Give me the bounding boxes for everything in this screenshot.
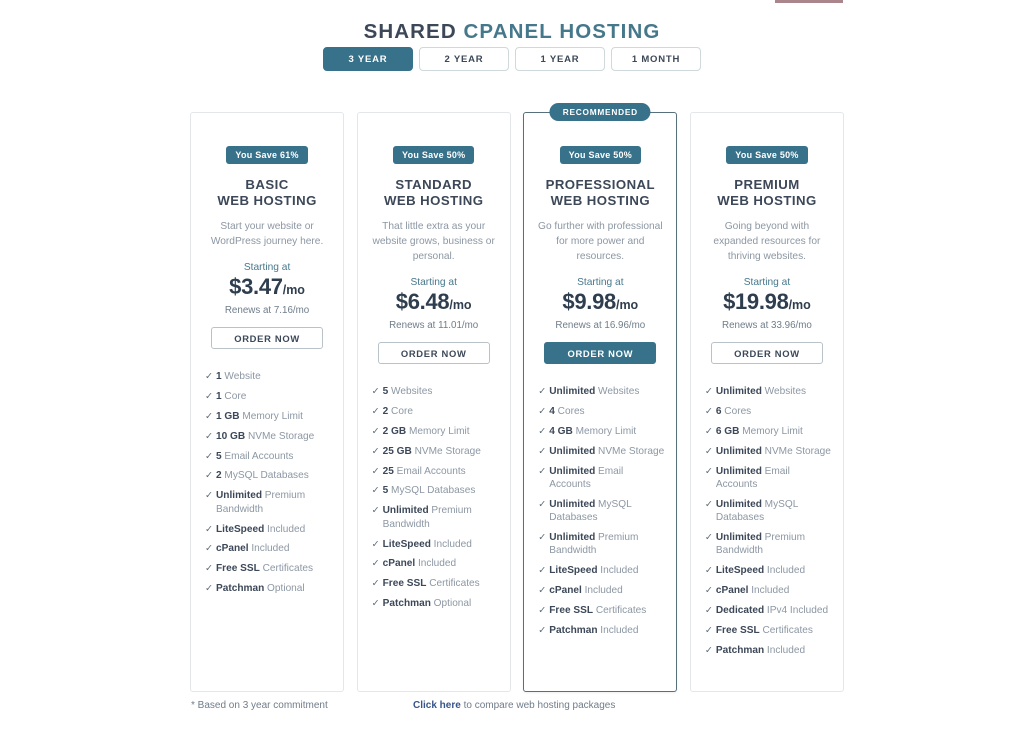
check-icon: ✓ [205,523,213,535]
pricing-card [190,112,344,692]
check-icon: ✓ [205,563,213,575]
term-option-3-year[interactable]: 3 YEAR [323,47,413,71]
feature-item [372,405,498,418]
check-icon: ✓ [538,425,547,437]
feature-item [538,564,664,577]
term-option-2-year[interactable]: 2 YEAR [419,47,509,71]
check-icon: ✓ [371,465,380,477]
feature-rest: MySQL Databases [221,470,309,482]
check-icon: ✓ [371,485,380,497]
check-icon: ✓ [704,604,713,616]
feature-item [372,577,498,590]
check-icon: ✓ [704,386,713,397]
feature-item [205,562,331,575]
check-icon: ✓ [704,531,713,543]
price-block [370,276,498,333]
check-icon: ✓ [371,598,380,610]
feature-item [705,498,831,525]
feature-strong: Dedicated [715,604,765,616]
feature-strong: LiteSpeed [715,565,765,577]
feature-rest: Premium Bandwidth [216,490,306,515]
check-icon: ✓ [205,490,213,502]
check-icon: ✓ [538,565,547,577]
feature-strong: 2 [382,405,389,417]
feature-rest: Included [748,585,790,597]
check-icon: ✓ [371,425,380,437]
check-icon: ✓ [205,470,213,482]
feature-strong: LiteSpeed [549,565,598,577]
footnote-compare-text: to compare web hosting packages [460,700,616,711]
feature-rest: Email Accounts [715,465,790,490]
feature-rest: Email Accounts [221,450,294,462]
order-now-button[interactable]: ORDER NOW [378,342,490,364]
plan-name-line2: WEB HOSTING [383,192,484,208]
feature-rest: Optional [264,583,305,595]
feature-item [705,425,831,438]
check-icon: ✓ [538,445,547,457]
feature-item [705,385,831,398]
check-icon: ✓ [704,644,713,656]
feature-item [705,604,831,617]
check-icon: ✓ [205,410,213,422]
feature-rest: Memory Limit [406,425,470,437]
feature-rest: Included [415,558,457,570]
feature-list [703,385,831,657]
feature-rest: Website [221,371,261,382]
plan-name-line2: WEB HOSTING [717,192,817,208]
feature-strong: 4 GB [549,425,573,437]
cut-off-top-element [775,0,843,3]
feature-rest: Certificates [259,563,314,575]
feature-item [205,489,331,516]
check-icon: ✓ [538,405,547,417]
check-icon: ✓ [538,531,547,543]
pricing-card [523,107,677,692]
check-icon: ✓ [704,425,713,437]
feature-item [705,531,831,558]
feature-rest: Included [430,538,472,550]
check-icon: ✓ [538,624,547,636]
check-icon: ✓ [371,386,380,397]
plan-description: Start your website or WordPress journey here. [210,221,324,247]
plan-name-line1: BASIC [245,177,289,192]
feature-strong: 2 [216,470,222,482]
price-amount: $9.98 [562,289,616,314]
feature-item [205,523,331,536]
plan-price [536,289,664,318]
feature-item [205,542,331,555]
check-icon: ✓ [538,465,547,477]
check-icon: ✓ [371,578,380,590]
feature-strong: 25 GB [382,445,412,457]
feature-item [205,430,331,443]
feature-rest: Core [388,405,413,417]
feature-rest: Certificates [759,624,813,636]
plan-price [370,289,498,318]
feature-rest: Websites [388,386,433,397]
check-icon: ✓ [371,538,380,550]
feature-item [372,557,498,570]
feature-strong: Unlimited [549,465,596,477]
feature-rest: Websites [595,386,640,397]
feature-item [705,644,831,657]
feature-item [372,385,498,398]
feature-rest: Premium Bandwidth [549,531,639,557]
feature-rest: Included [764,565,806,577]
pricing-card [357,112,511,692]
page-title-primary: SHARED [363,20,464,43]
feature-item [538,445,664,458]
compare-packages-link[interactable]: Click here [413,700,461,711]
feature-strong: Unlimited [382,505,429,517]
feature-rest: Memory Limit [239,410,303,422]
feature-rest: MySQL Databases [549,498,632,524]
footnote-compare [413,700,615,711]
renewal-price: Renews at 7.16/mo [224,305,310,316]
plan-name [370,177,498,208]
feature-list [203,370,331,596]
feature-strong: Unlimited [715,465,762,477]
renewal-price: Renews at 11.01/mo [389,320,479,331]
feature-strong: Unlimited [216,490,262,502]
price-period: /mo [615,298,639,312]
check-icon: ✓ [704,465,713,477]
feature-item [705,624,831,637]
feature-rest: Premium Bandwidth [382,505,472,530]
price-period: /mo [788,298,811,312]
feature-rest: Email Accounts [393,465,466,477]
billing-term-switcher [0,47,1024,71]
plan-name-line1: PROFESSIONAL [545,177,656,192]
footnote-commitment: * Based on 3 year commitment [191,700,328,711]
plan-name-line2: WEB HOSTING [550,192,651,208]
feature-rest: Certificates [593,604,647,616]
feature-rest: Included [597,624,639,636]
pricing-card [690,112,844,692]
plan-price [203,274,331,303]
feature-item [372,538,498,551]
feature-strong: 6 [715,405,722,417]
check-icon: ✓ [205,583,213,595]
check-icon: ✓ [704,565,713,577]
feature-strong: 5 [382,485,389,497]
feature-item [205,370,331,383]
feature-item [705,584,831,597]
feature-strong: 4 [549,405,555,417]
check-icon: ✓ [704,405,713,417]
plan-description: Go further with professional for more power and resources. [538,221,663,262]
check-icon: ✓ [371,445,380,457]
save-badge: You Save 50% [393,146,474,164]
feature-strong: Patchman [715,644,765,656]
feature-rest: Core [221,390,247,402]
feature-strong: Unlimited [549,531,596,543]
price-amount: $19.98 [723,289,789,314]
feature-strong: Patchman [216,583,265,595]
price-period: /mo [449,298,472,312]
starting-at-label: Starting at [243,262,291,273]
save-badge: You Save 61% [226,146,307,164]
check-icon: ✓ [704,585,713,597]
feature-strong: Free SSL [549,604,594,616]
feature-item [538,498,664,525]
check-icon: ✓ [205,371,213,382]
check-icon: ✓ [205,390,213,402]
page-title-accent: CPANEL HOSTING [463,20,661,43]
feature-strong: 5 [382,386,389,397]
plan-name-line1: STANDARD [395,177,472,192]
feature-item [705,465,831,492]
feature-item [705,405,831,418]
plan-name [703,177,831,208]
feature-rest: Websites [761,386,806,397]
save-badge: You Save 50% [560,146,641,164]
feature-rest: Certificates [426,578,480,590]
feature-rest: Included [597,565,639,577]
feature-rest: Email Accounts [549,465,624,490]
feature-rest: Cores [721,405,752,417]
feature-item [205,450,331,463]
check-icon: ✓ [538,585,547,597]
feature-strong: LiteSpeed [216,523,265,535]
feature-rest: Premium Bandwidth [715,531,806,557]
feature-strong: Patchman [382,598,431,610]
plan-name [203,177,331,208]
feature-strong: Unlimited [715,386,762,397]
feature-strong: Free SSL [216,563,260,575]
plan-name-line1: PREMIUM [734,177,800,192]
feature-list [536,385,664,637]
price-block [203,261,331,318]
check-icon: ✓ [704,498,713,510]
feature-item [205,390,331,403]
plan-description: That little extra as your website grows, business or personal. [372,221,495,262]
check-icon: ✓ [704,445,713,457]
feature-strong: 25 [382,465,394,477]
feature-strong: 2 GB [382,425,407,437]
feature-item [372,465,498,478]
feature-strong: Unlimited [549,445,596,457]
price-block [703,276,831,333]
feature-rest: Memory Limit [572,425,637,437]
order-now-button[interactable]: ORDER NOW [711,342,823,364]
check-icon: ✓ [371,558,380,570]
feature-list [370,385,498,611]
feature-strong: LiteSpeed [382,538,431,550]
renewal-price: Renews at 16.96/mo [555,320,646,331]
pricing-cards-row [190,107,844,692]
feature-item [538,604,664,617]
term-option-1-month[interactable]: 1 MONTH [611,47,701,71]
feature-item [205,410,331,423]
check-icon: ✓ [704,624,713,636]
starting-at-label: Starting at [410,277,457,288]
price-block [536,276,664,333]
feature-item [538,405,664,418]
feature-rest: Cores [554,405,585,417]
check-icon: ✓ [538,604,547,616]
check-icon: ✓ [371,405,380,417]
feature-item [705,564,831,577]
starting-at-label: Starting at [743,277,791,288]
page-title [0,20,1024,44]
term-option-1-year[interactable]: 1 YEAR [515,47,605,71]
save-badge: You Save 50% [726,146,807,164]
plan-price [703,289,831,318]
feature-rest: NVMe Storage [411,445,481,457]
feature-item [372,597,498,610]
plan-name [536,177,664,208]
price-amount: $6.48 [395,289,450,314]
feature-item [538,531,664,558]
feature-item [372,445,498,458]
feature-strong: cPanel [549,585,582,597]
feature-strong: Unlimited [549,498,596,510]
feature-item [538,465,664,492]
feature-item [538,624,664,637]
feature-strong: Patchman [549,624,598,636]
feature-strong: Unlimited [715,498,762,510]
feature-rest: Included [264,523,306,535]
feature-rest: Memory Limit [739,425,803,437]
feature-strong: 5 [216,450,222,462]
check-icon: ✓ [538,386,547,397]
feature-rest: IPv4 Included [764,604,829,616]
check-icon: ✓ [205,430,213,442]
feature-strong: 10 GB [216,430,246,442]
order-now-button[interactable]: ORDER NOW [211,327,323,349]
feature-item [372,425,498,438]
feature-rest: NVMe Storage [245,430,315,442]
check-icon: ✓ [371,505,380,517]
feature-strong: cPanel [715,585,749,597]
price-amount: $3.47 [229,274,283,299]
check-icon: ✓ [205,450,213,462]
feature-rest: Optional [430,598,472,610]
feature-rest: NVMe Storage [761,445,831,457]
recommended-ribbon: RECOMMENDED [550,103,651,121]
feature-item [205,469,331,482]
feature-rest: Included [764,644,806,656]
feature-item [538,584,664,597]
feature-strong: Free SSL [382,578,427,590]
feature-strong: 6 GB [715,425,740,437]
feature-rest: Included [248,543,290,555]
feature-strong: Unlimited [715,531,762,543]
feature-rest: Included [581,585,623,597]
feature-strong: Unlimited [715,445,762,457]
feature-rest: MySQL Databases [715,498,798,524]
feature-strong: Unlimited [549,386,596,397]
check-icon: ✓ [205,543,213,555]
feature-item [705,445,831,458]
feature-strong: 1 [216,371,222,382]
feature-item [205,582,331,595]
plan-name-line2: WEB HOSTING [217,192,317,208]
feature-strong: 1 GB [216,410,240,422]
check-icon: ✓ [538,498,547,510]
feature-strong: 1 [216,390,222,402]
price-period: /mo [282,283,305,297]
feature-strong: cPanel [216,543,249,555]
plan-description: Going beyond with expanded resources for thriving websites. [713,221,821,262]
feature-rest: NVMe Storage [595,445,665,457]
feature-rest: MySQL Databases [388,485,476,497]
order-now-button[interactable]: ORDER NOW [544,342,656,364]
renewal-price: Renews at 33.96/mo [722,320,812,331]
feature-strong: Free SSL [715,624,760,636]
feature-item [538,385,664,398]
feature-item [538,425,664,438]
feature-item [372,504,498,531]
feature-strong: cPanel [382,558,416,570]
starting-at-label: Starting at [577,277,624,288]
feature-item [372,484,498,497]
